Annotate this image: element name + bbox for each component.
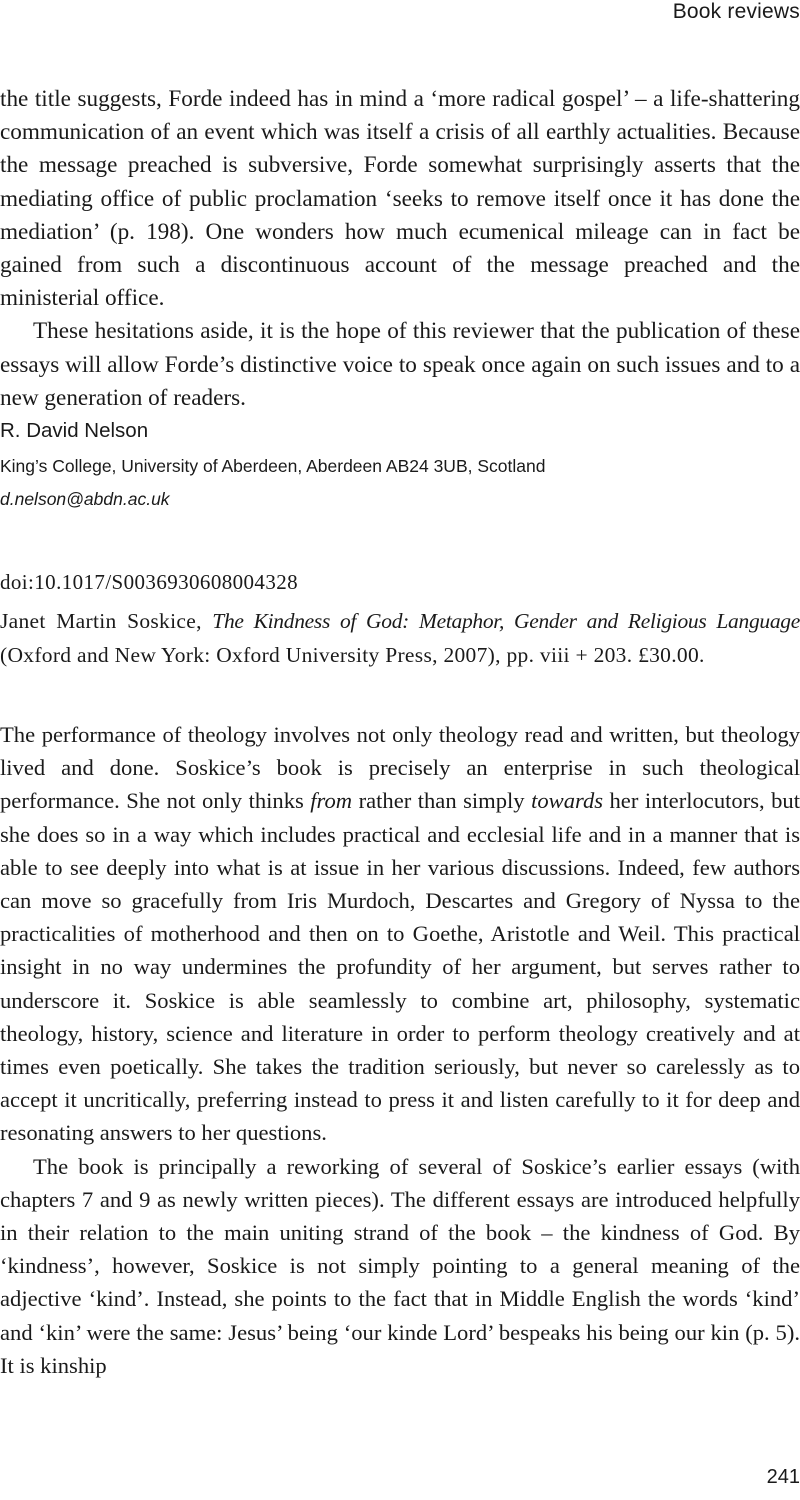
text-run: her interlocutors, but she does so in a way which includes practical and ecclesial life and in a manner that is able to see deeply into what is at issue in her various discussions. Indeed, few authors can move so gracefully from Iris Murdoch, Descartes and Gregory of Nyssa to the practicalities of motherhood and then on to Goethe, Aristotle and Weil. This practical insight in no way undermines the profundity of her argument, but serves rather to underscore it. Soskice is able seamlessly to combine art, philosophy, systematic theology, history, science and literature in order to perform theology creatively and at times even poetically. She takes the tradition seriously, but never so carelessly as to accept it uncritically, preferring instead to press it and listen carefully to it for deep and resonating answers to her questions. bbox=[0, 788, 800, 1146]
running-head: Book reviews bbox=[672, 0, 800, 23]
doi-line: doi:10.1017/S0036930608004328 bbox=[0, 570, 299, 594]
emphasis: from bbox=[310, 788, 353, 814]
previous-review-ending bbox=[0, 83, 800, 415]
book-citation bbox=[0, 604, 800, 672]
emphasis: towards bbox=[531, 788, 604, 814]
reviewer-name: R. David Nelson bbox=[0, 419, 149, 442]
citation-author: Janet Martin Soskice, bbox=[0, 609, 213, 633]
body-paragraph bbox=[0, 718, 800, 1150]
text-run: rather than simply bbox=[352, 788, 532, 814]
page-number: 241 bbox=[766, 1466, 800, 1488]
text-run: The performance of theology involves not only theology read and written, but theology lived and done. Soskice’s book is precisely an enterprise in such theological performance. She not only thinks bbox=[0, 722, 800, 814]
reviewer-email: d.nelson@abdn.ac.uk bbox=[0, 489, 170, 509]
citation-publication: (Oxford and New York: Oxford University Press, 2007), pp. viii + 203. £30.00. bbox=[0, 643, 705, 667]
body-paragraph: the title suggests, Forde indeed has in mind a ‘more radical gospel’ – a life-shattering communication of an event which was itself a crisis of all earthly actualities. Because the message preached is subversive, Forde somewhat surprisingly asserts that the mediating office of public proclamation ‘seeks to remove itself once it has done the mediation’ (p. 198). One wonders how much ecumenical mileage can in fact be gained from such a discontinuous account of the message preached and the ministerial office. bbox=[0, 86, 800, 312]
body-paragraph: These hesitations aside, it is the hope of this reviewer that the publication of these essays will allow Forde’s distinctive voice to speak once again on such issues and to a new generation of readers. bbox=[0, 318, 800, 411]
reviewer-affiliation: King’s College, University of Aberdeen, Aberdeen AB24 3UB, Scotland bbox=[0, 456, 546, 476]
review-body bbox=[0, 718, 800, 1382]
body-paragraph: The book is principally a reworking of several of Soskice’s earlier essays (with chapters 7 and 9 as newly written pieces). The different essays are introduced helpfully in their relation to the main uniting strand of the book – the kindness of God. By ‘kindness’, however, Soskice is not simply pointing to a general meaning of the adjective ‘kind’. Instead, she points to the fact that in Middle English the words ‘kind’ and ‘kin’ were the same: Jesus’ being ‘our kinde Lord’ bespeaks his being our kin (p. 5). It is kinship bbox=[0, 1153, 800, 1378]
citation-title: The Kindness of God: Metaphor, Gender and Religious Language bbox=[212, 609, 800, 633]
